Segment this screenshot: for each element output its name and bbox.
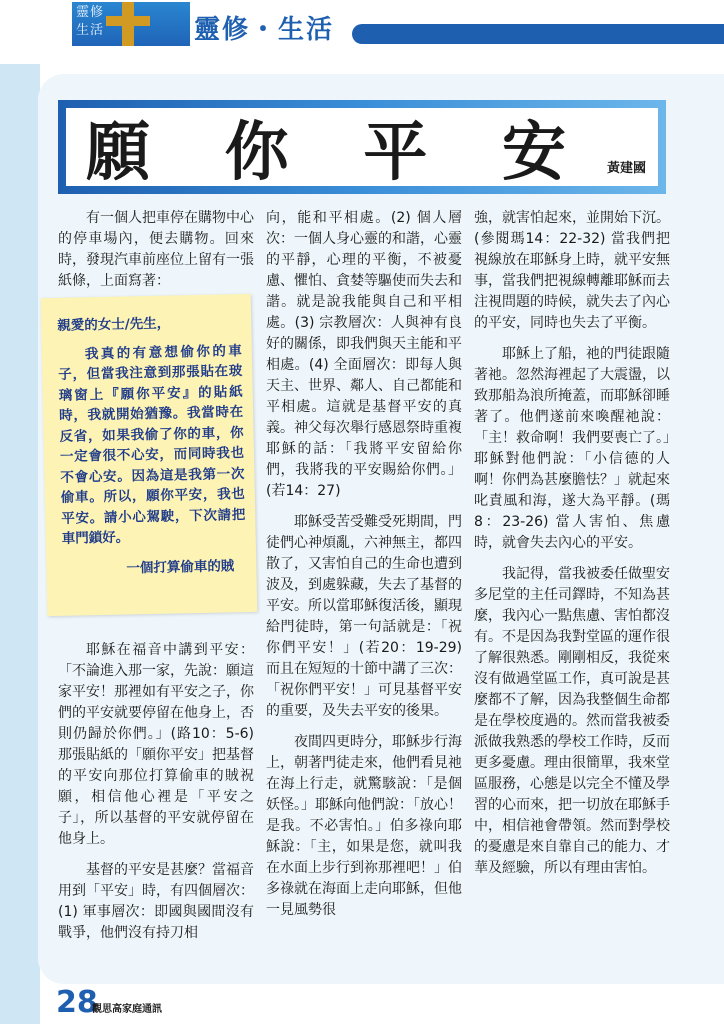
- header-rule: [352, 24, 724, 44]
- author-name: 黃建國: [606, 161, 646, 176]
- note-greeting: 親愛的女士/先生，: [57, 315, 171, 334]
- paragraph: 基督的平安是甚麼？當福音用到「平安」時，有四個層次：(1) 軍事層次：即國與國間沒有戰爭，他們沒有持刀相: [58, 862, 254, 941]
- paragraph: 我記得，當我被委任做聖安多尼堂的主任司鐸時，不知為甚麼，我內心一點焦慮、害怕都沒有。不是因為我對堂區的運作很了解很熟悉。剛剛相反，我從來沒有做過堂區工作，真可說是甚麼都不了解，因為我整個生命都是在學校度過的。然而當我被委派做我熟悉的學校工作時，反而更多憂慮。理由很簡單，我來堂區服務，心態是以完全不懂及學習的心而來，把一切放在耶穌手中，相信祂會帶領。然而對學校的憂慮是來自靠自己的能力、才華及經驗，所以有理由害怕。: [474, 566, 670, 876]
- section-title: 靈修・生活: [194, 15, 335, 45]
- page-number: 28: [56, 985, 98, 1020]
- paragraph: 耶穌受苦受難受死期間，門徒們心神煩亂，六神無主，都四散了，又害怕自己的生命也遭到波及，到處躲藏，失去了基督的平安。所以當耶穌復活後，顯現給門徒時，第一句話就是：「祝你們平安！」(若20：19-29) 而且在短短的十節中講了三次：「祝你們平安！」可見基督平安的重要，及失去平安的後果。: [266, 514, 462, 719]
- title-char: 平: [363, 115, 428, 190]
- publication-name: 觀思高家庭通訊: [92, 1004, 162, 1015]
- column-1-lower: [58, 640, 254, 954]
- column-logo: [72, 2, 190, 46]
- column-1: [58, 208, 254, 302]
- paragraph: 向，能和平相處。(2) 個人層次：一個人身心靈的和諧，心靈的平靜，心理的平衡，不被憂慮、懼怕、貪婪等驅使而失去和諧。就是說我能與自己和平相處。(3) 宗教層次：人與神有良好的關係，即我們與天主能和平相處。(4) 全面層次：即每人與天主、世界、鄰人、自己都能和平相處。這就是基督平安的真義。神父每次舉行感恩祭時重複耶穌的話：「我將平安留給你們，我將我的平安賜給你們。」(若14：27): [266, 210, 462, 499]
- note-card: [41, 294, 258, 616]
- paragraph: 耶穌上了船，祂的門徒跟隨著祂。忽然海裡起了大震盪，以致那船為浪所掩蓋，而耶穌卻睡著了。他們遂前來喚醒祂說：「主！救命啊！我們要喪亡了。」耶穌對他們說：「小信德的人啊！你們為甚麼膽怯？」就起來叱責風和海，遂大為平靜。(瑪8：23-26) 當人害怕、焦慮時，就會失去內心的平安。: [474, 346, 670, 551]
- column-3: [474, 208, 670, 889]
- article-title: [86, 108, 566, 190]
- page-header: [0, 0, 724, 64]
- column-2: [266, 208, 462, 931]
- paragraph: 耶穌在福音中講到平安：「不論進入那一家，先說：願這家平安！那裡如有平安之子，你們的平安就要停留在他身上，否則仍歸於你們。」(路10：5-6) 那張貼紙的「願你平安」把基督的平安向那位打算偷車的賊祝願，相信他心裡是「平安之子」，所以基督的平安就停留在他身上。: [58, 642, 254, 847]
- note-signature: 一個打算偷車的賊: [126, 557, 235, 576]
- title-char: 安: [501, 115, 566, 190]
- title-banner: [58, 100, 666, 194]
- logo-text: 靈修 生活: [76, 5, 105, 38]
- paragraph: 夜間四更時分，耶穌步行海上，朝著門徒走來，他們看見祂在海上行走，就驚駭說：「是個妖怪。」耶穌向他們說：「放心！是我。不必害怕。」伯多祿向耶穌說：「主，如果是您，就叫我在水面上步行到祢那裡吧！」伯多祿就在海面上走向耶穌，但他一見風勢很: [266, 734, 462, 918]
- paragraph: 強，就害怕起來，並開始下沉。(參閱瑪14：22-32) 當我們把視線放在耶穌身上時，就平安無事，當我們把視線轉離耶穌而去注視問題的時候，就失去了內心的平安，同時也失去了平衡。: [474, 210, 670, 331]
- title-char: 你: [224, 115, 289, 190]
- side-stripe: [0, 64, 40, 1024]
- title-char: 願: [86, 115, 150, 190]
- paragraph: 有一個人把車停在購物中心的停車場內，便去購物。回來時，發現汽車前座位上留有一張紙條，上面寫著：: [58, 210, 254, 289]
- note-body: 我真的有意想偷你的車子，但當我注意到那張貼在玻璃窗上『願你平安』的貼紙時，我就開始猶豫。我當時在反省，如果我偷了你的車，你一定會很不心安，而同時我也不會心安。因為這是我第一次偷車。所以，願你平安，我也平安。請小心駕駛，下次請把車門鎖好。: [58, 342, 246, 547]
